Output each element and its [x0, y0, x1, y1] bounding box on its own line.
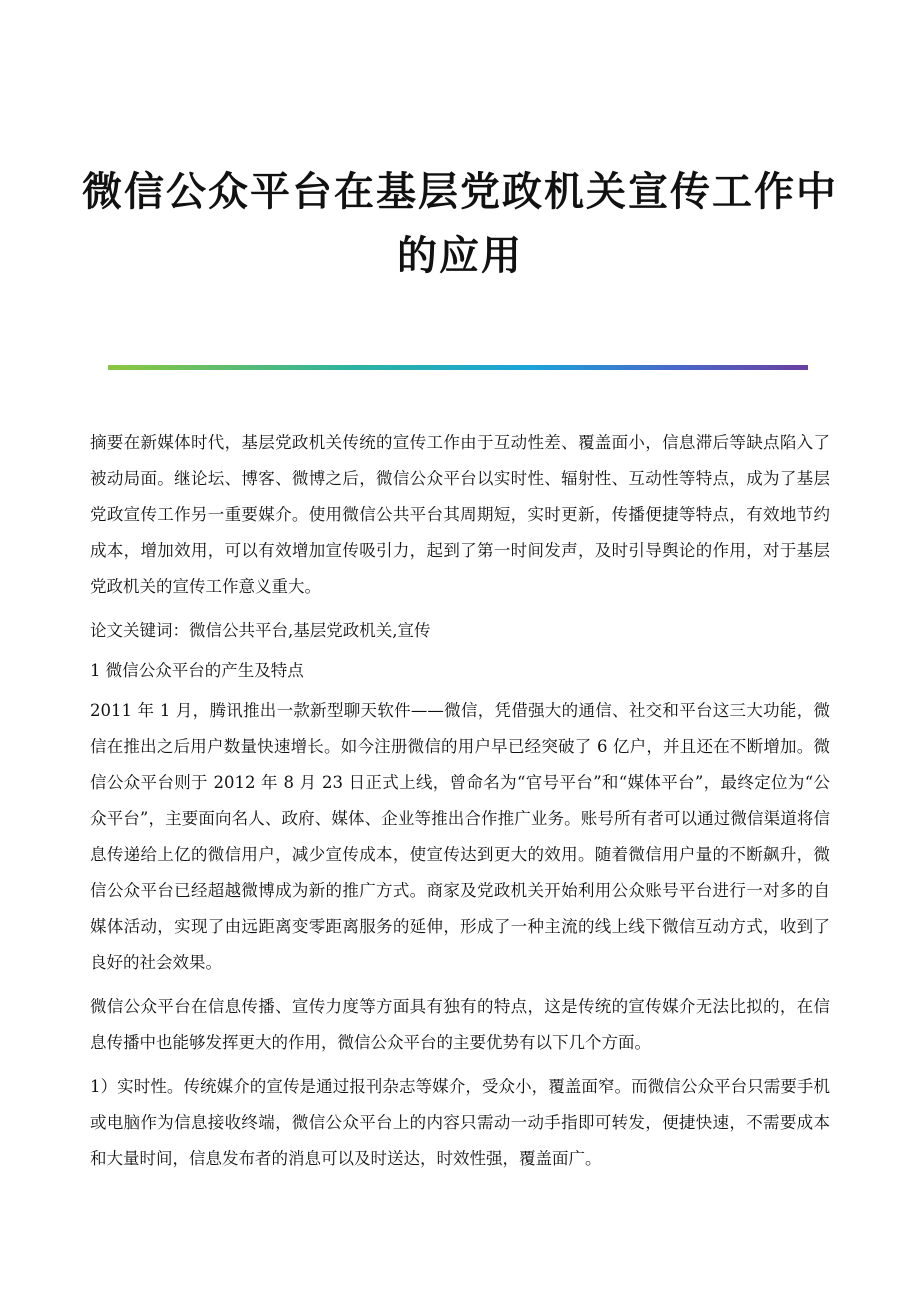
abstract-paragraph: 摘要在新媒体时代，基层党政机关传统的宣传工作由于互动性差、覆盖面小，信息滞后等缺点陷入了被动局面。继论坛、博客、微博之后，微信公众平台以实时性、辐射性、互动性等特点，成为了基层党政宣传工作另一重要媒介。使用微信公共平台其周期短，实时更新，传播便捷等特点，有效地节约成本，增加效用，可以有效增加宣传吸引力，起到了第一时间发声，及时引导舆论的作用，对于基层党政机关的宣传工作意义重大。: [90, 433, 830, 596]
section-heading: 1 微信公众平台的产生及特点: [90, 661, 304, 680]
keywords-line: 论文关键词：微信公共平台,基层党政机关,宣传: [90, 621, 431, 640]
body-paragraph-2: 微信公众平台在信息传播、宣传力度等方面具有独有的特点，这是传统的宣传媒介无法比拟的，在信息传播中也能够发挥更大的作用，微信公众平台的主要优势有以下几个方面。: [90, 997, 830, 1052]
paper-body: [90, 425, 830, 1185]
paper-title: 微信公众平台在基层党政机关宣传工作中的应用: [82, 169, 838, 279]
gradient-divider: [108, 365, 808, 370]
body-paragraph-1: 2011 年 1 月，腾讯推出一款新型聊天软件——微信，凭借强大的通信、社交和平台这三大功能，微信在推出之后用户数量快速增长。如今注册微信的用户早已经突破了 6 亿户，并且还在不断增加。微信公众平台则于 2012 年 8 月 23 日正式上线，曾命名为“官号平台”和“媒体平台”，最终定位为“公众平台”，主要面向名人、政府、媒体、企业等推出合作推广业务。账号所有者可以通过微信渠道将信息传递给上亿的微信用户，减少宣传成本，使宣传达到更大的效用。随着微信用户量的不断飙升，微信公众平台已经超越微博成为新的推广方式。商家及党政机关开始利用公众账号平台进行一对多的自媒体活动，实现了由远距离变零距离服务的延伸，形成了一种主流的线上线下微信互动方式，收到了良好的社会效果。: [90, 701, 830, 972]
body-paragraph-3: 1）实时性。传统媒介的宣传是通过报刊杂志等媒介，受众小，覆盖面窄。而微信公众平台只需要手机或电脑作为信息接收终端，微信公众平台上的内容只需动一动手指即可转发，便捷快速，不需要成本和大量时间，信息发布者的消息可以及时送达，时效性强，覆盖面广。: [90, 1077, 830, 1168]
